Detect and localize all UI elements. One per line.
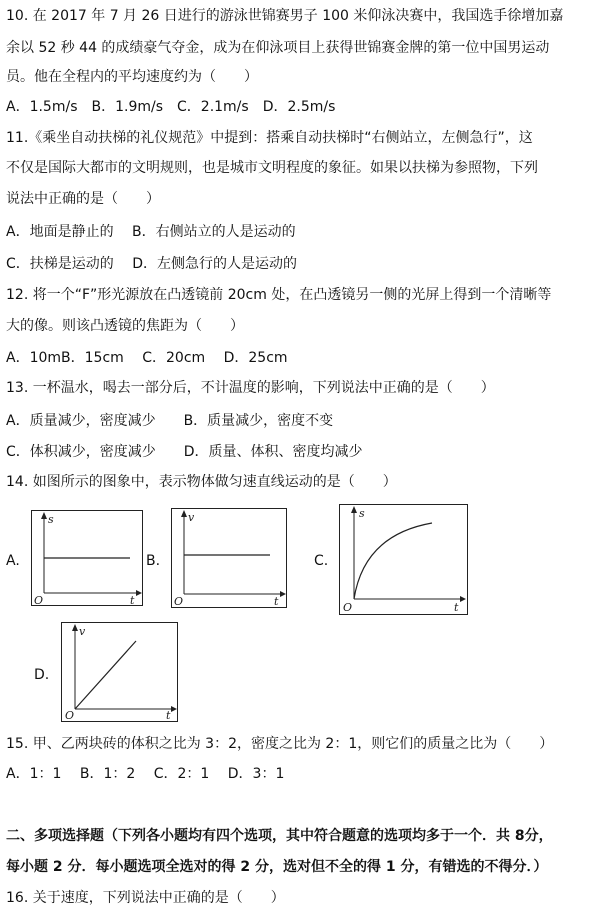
q10-stem-line1: 10. 在 2017 年 7 月 26 日进行的游泳世锦赛男子 100 米仰泳决赛中，我国选手徐增加嘉 (6, 8, 564, 24)
graph-d-origin-label: O (65, 709, 75, 721)
graph-d (61, 622, 178, 722)
q15-options: A．1：1 B．1：2 C．2：1 D．3：1 (6, 766, 285, 782)
graph-d-y-axis-label: v (79, 625, 86, 638)
q12-options: A．10mB．15cm C．20cm D．25cm (6, 350, 288, 366)
q13-options-row2: C．体积减少，密度减少 D．质量、体积、密度均减少 (6, 444, 363, 460)
graph-d-line (75, 641, 136, 709)
q13-options-row1: A．质量减少，密度减少 B．质量减少，密度不变 (6, 413, 334, 429)
graph-b-plot (172, 509, 286, 607)
graph-c-origin-label: O (343, 601, 353, 614)
q11-options-row2: C．扶梯是运动的 D．左侧急行的人是运动的 (6, 256, 298, 272)
graph-b-y-axis-label: v (188, 511, 195, 524)
section2-heading-line2: 每小题 2 分．每小题选项全选对的得 2 分，选对但不全的得 1 分，有错选的不得分．） (6, 859, 548, 875)
graph-c (339, 504, 468, 615)
graph-d-x-axis-label: t (166, 709, 171, 721)
graph-b-origin-label: O (174, 595, 184, 607)
q12-stem-line2: 大的像。则该凸透镜的焦距为（ ） (6, 318, 244, 334)
q12-stem-line1: 12. 将一个“F”形光源放在凸透镜前 20cm 处，在凸透镜另一侧的光屏上得到一个清晰等 (6, 287, 552, 303)
q10-stem-line3: 员。他在全程内的平均速度约为（ ） (6, 69, 258, 85)
section2-heading-line1: 二、多项选择题（下列各小题均有四个选项，其中符合题意的选项均多于一个．共 8分， (6, 828, 553, 844)
q10-stem-line2: 余以 52 秒 44 的成绩豪气夺金，成为在仰泳项目上获得世锦赛金牌的第一位中国男运动 (6, 40, 550, 56)
q11-stem-line2: 不仅是国际大都市的文明规则，也是城市文明程度的象征。如果以扶梯为参照物，下列 (6, 160, 538, 176)
graph-b-x-axis-label: t (274, 595, 279, 607)
graph-c-plot (340, 505, 467, 614)
graph-a-plot (32, 511, 142, 605)
graph-a-y-axis-label: s (48, 513, 54, 526)
graph-c-curve (354, 523, 432, 599)
graph-c-x-axis-label: t (454, 601, 459, 614)
graph-b-label: B. (146, 553, 161, 569)
q13-stem: 13. 一杯温水，喝去一部分后，不计温度的影响，下列说法中正确的是（ ） (6, 380, 495, 396)
graph-a-label: A. (6, 553, 20, 569)
graph-a-origin-label: O (34, 594, 44, 605)
graph-c-y-axis-label: s (359, 507, 365, 520)
graph-c-label: C. (314, 553, 329, 569)
graph-b (171, 508, 287, 608)
graph-a (31, 510, 143, 606)
graph-a-x-axis-label: t (130, 594, 135, 605)
q10-options: A．1.5m/s B．1.9m/s C．2.1m/s D．2.5m/s (6, 99, 336, 115)
q16-stem: 16. 关于速度，下列说法中正确的是（ ） (6, 890, 285, 906)
q11-stem-line3: 说法中正确的是（ ） (6, 191, 160, 207)
q11-stem-line1: 11.《乘坐自动扶梯的礼仪规范》中提到：搭乘自动扶梯时“右侧站立，左侧急行”，这 (6, 130, 533, 146)
q15-stem: 15. 甲、乙两块砖的体积之比为 3：2，密度之比为 2：1，则它们的质量之比为（ ） (6, 736, 554, 752)
q11-options-row1: A．地面是静止的 B．右侧站立的人是运动的 (6, 224, 296, 240)
q14-stem: 14. 如图所示的图象中，表示物体做匀速直线运动的是（ ） (6, 474, 397, 490)
graph-d-label: D. (34, 667, 50, 683)
graph-d-plot (62, 623, 177, 721)
